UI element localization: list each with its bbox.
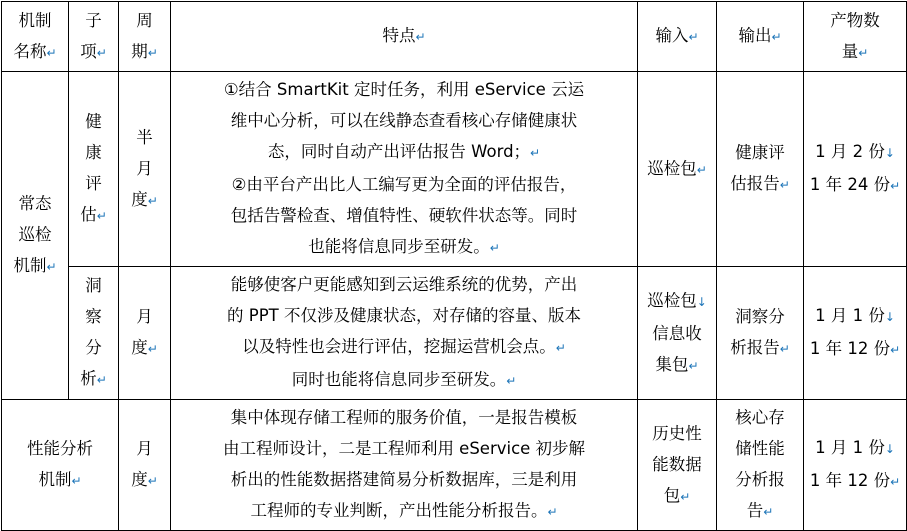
period-cell: 月 度↵ [119,267,171,400]
mechanism-name-cell: 常态 巡检 机制↵ [2,72,69,400]
subitem-cell: 洞 察 分 析↵ [69,267,119,400]
paragraph-mark-icon: ↵ [71,474,82,488]
header-row [2,2,907,72]
features-cell: 集中体现存储工程师的服务价值，一是报告模板 由工程师设计，二是工程师利用 eService 初步解 析出的性能数据搭建简易分析数据库，三是利用 工程师的专业判断，产出性能分析报告。↵ [171,400,638,531]
output-cell: 核心存 储性能 分析报 告↵ [717,400,804,531]
paragraph-mark-icon: ↵ [890,475,901,489]
table-row [2,400,907,531]
features-cell: ①结合 SmartKit 定时任务，利用 eService 云运 维中心分析，可以在线静态查看核心存储健康状 态，同时自动产出评估报告 Word；↵ ②由平台产出比人工编写更为全面的评估报告， 包括告警检查、增值特性、硬软件状态等。同时 也能将信息同步至研发。↵ [171,72,638,267]
table-row [2,267,907,400]
paragraph-mark-icon: ↵ [96,45,107,60]
paragraph-mark-icon: ↵ [680,489,691,504]
paragraph-mark-icon: ↵ [779,342,790,356]
paragraph-mark-icon: ↵ [771,30,782,44]
output-cell: 洞察分 析报告↵ [717,267,804,400]
paragraph-mark-icon: ↵ [46,45,57,60]
features-cell: 能够使客户更能感知到云运维系统的优势，产出 的 PPT 不仅涉及健康状态，对存储的容量、版本 以及特性也会进行评估，挖掘运营机会点。↵ 同时也能将信息同步至研发。↵ [171,267,638,400]
paragraph-mark-icon: ↵ [688,358,699,373]
header-mechanism: 机制 名称↵ [2,2,69,72]
paragraph-mark-icon: ↵ [779,178,790,192]
paragraph-mark-icon: ↵ [147,45,158,60]
quantity-cell: 1 月 1 份↓ 1 年 12 份↵ [804,400,907,531]
input-cell: 巡检包↵ [638,72,717,267]
paragraph-mark-icon: ↵ [530,146,541,160]
line-break-icon: ↓ [696,294,707,309]
header-input: 输入↵ [638,2,717,72]
paragraph-mark-icon: ↵ [147,474,158,488]
paragraph-mark-icon: ↵ [415,30,426,44]
paragraph-mark-icon: ↵ [555,341,566,355]
period-cell: 月 度↵ [119,400,171,531]
paragraph-mark-icon: ↵ [147,342,158,356]
paragraph-mark-icon: ↵ [890,179,901,193]
output-cell: 健康评 估报告↵ [717,72,804,267]
header-quantity: 产物数 量↵ [804,2,907,72]
mechanism-name-cell: 性能分析 机制↵ [2,400,119,531]
paragraph-mark-icon: ↵ [96,373,107,387]
quantity-cell: 1 月 2 份↓ 1 年 24 份↵ [804,72,907,267]
paragraph-mark-icon: ↵ [96,209,107,223]
line-break-icon: ↓ [884,442,895,456]
paragraph-mark-icon: ↵ [858,45,869,60]
paragraph-mark-icon: ↵ [489,241,500,255]
quantity-cell: 1 月 1 份↓ 1 年 12 份↵ [804,267,907,400]
header-features: 特点↵ [171,2,638,72]
header-period: 周 期↵ [119,2,171,72]
paragraph-mark-icon: ↵ [696,162,707,177]
table-row [2,72,907,267]
line-break-icon: ↓ [884,146,895,160]
input-cell: 历史性 能数据 包↵ [638,400,717,531]
paragraph-mark-icon: ↵ [763,505,774,519]
mechanism-table [1,1,907,531]
paragraph-mark-icon: ↵ [890,343,901,357]
subitem-cell: 健 康 评 估↵ [69,72,119,267]
paragraph-mark-icon: ↵ [147,193,158,208]
line-break-icon: ↓ [884,310,895,324]
paragraph-mark-icon: ↵ [688,30,699,44]
paragraph-mark-icon: ↵ [547,505,558,519]
input-cell: 巡检包↓ 信息收 集包↵ [638,267,717,400]
paragraph-mark-icon: ↵ [506,374,517,388]
paragraph-mark-icon: ↵ [46,260,57,274]
header-subitem: 子 项↵ [69,2,119,72]
period-cell: 半 月 度↵ [119,72,171,267]
header-output: 输出↵ [717,2,804,72]
